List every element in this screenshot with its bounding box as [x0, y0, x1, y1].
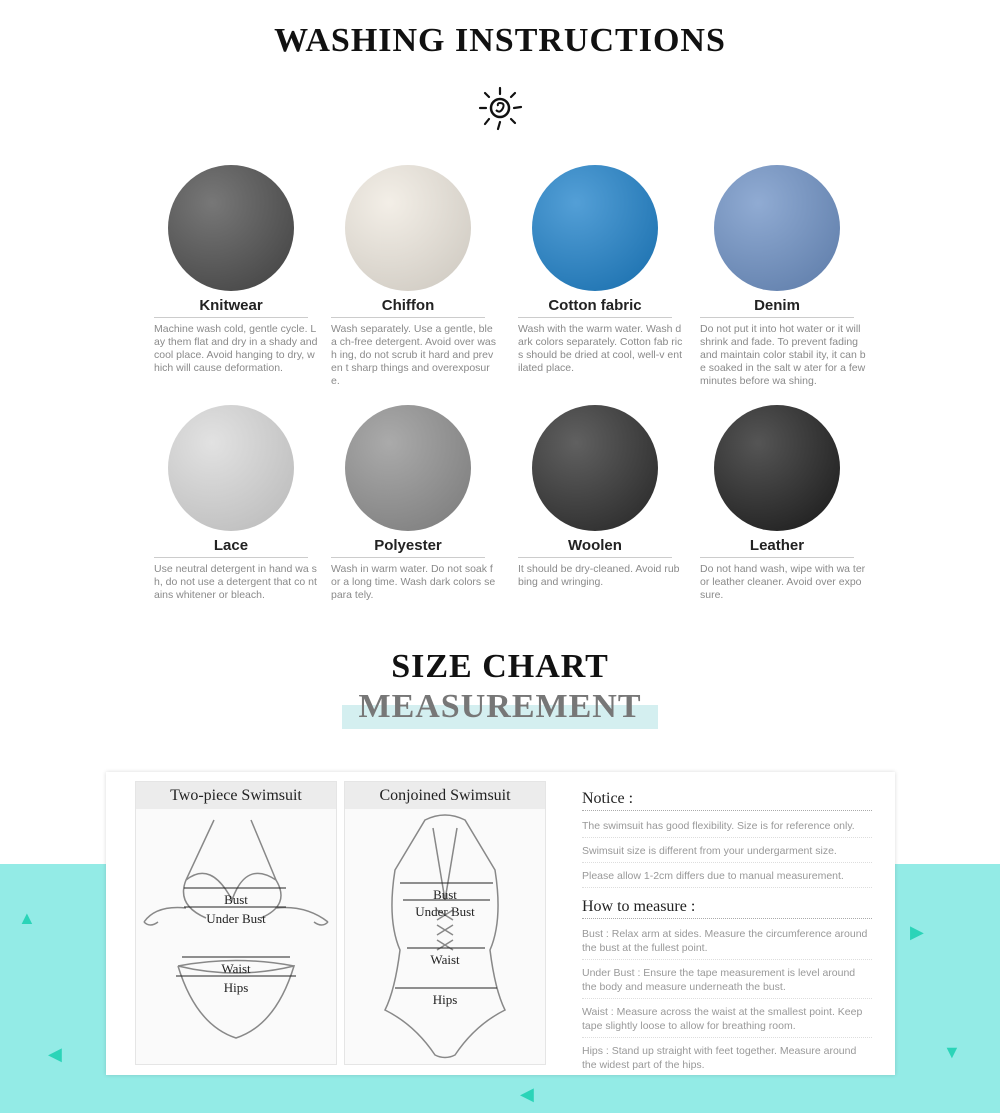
fabric-swatch-image: [345, 405, 471, 531]
arrow-right-icon: ▶: [910, 922, 924, 942]
notice-item: Swimsuit size is different from your undergarment size.: [582, 842, 872, 863]
fabric-description: Use neutral detergent in hand wa sh, do not use a detergent that co ntains whitener or bleach.: [154, 563, 317, 601]
fabric-name: Cotton fabric: [518, 297, 672, 318]
fabric-card-denim: [700, 165, 866, 388]
fabric-description: Machine wash cold, gentle cycle. Lay them flat and dry in a shady and cool place. Avoid hanging to dry, which will cause deformation.: [154, 323, 318, 374]
conjoined-diagram: [345, 810, 545, 1064]
fabric-card-chiffon: [331, 165, 497, 388]
notice-section: [582, 790, 872, 1080]
fabric-swatch-image: [168, 405, 294, 531]
fabric-swatch-image: [168, 165, 294, 291]
fabric-card-leather: [700, 405, 866, 602]
two-piece-diagram: [136, 810, 336, 1064]
arrow-up-icon: ▲: [18, 908, 36, 928]
fabric-swatch-image: [532, 165, 658, 291]
conjoined-under-bust-label: Under Bust: [415, 904, 475, 919]
conjoined-title: Conjoined Swimsuit: [345, 782, 545, 809]
conjoined-panel: [344, 781, 546, 1065]
fabric-name: Woolen: [518, 537, 672, 558]
fabric-name: Lace: [154, 537, 308, 558]
fabric-name: Knitwear: [154, 297, 308, 318]
notice-item: Please allow 1-2cm differs due to manual measurement.: [582, 867, 872, 888]
notice-item: The swimsuit has good flexibility. Size is for reference only.: [582, 817, 872, 838]
fabric-description: Do not hand wash, wipe with wa ter or leather cleaner. Avoid over exposure.: [700, 563, 866, 601]
fabric-card-cotton-fabric: [518, 165, 684, 375]
fabric-card-woolen: [518, 405, 684, 589]
fabric-description: Wash in warm water. Do not soak for a long time. Wash dark colors separa tely.: [331, 563, 496, 601]
measure-item: Waist : Measure across the waist at the smallest point. Keep tape slightly loose to allow for breathing room.: [582, 1003, 872, 1038]
measure-item: Hips : Stand up straight with feet together. Measure around the widest part of the hips.: [582, 1045, 857, 1071]
fabric-swatch-image: [345, 165, 471, 291]
fabric-card-polyester: [331, 405, 497, 602]
two-piece-bust-label: Bust: [224, 892, 248, 907]
arrow-down-icon: ▼: [943, 1042, 961, 1062]
fabric-description: Wash separately. Use a gentle, blea ch-free detergent. Avoid over wash ing, do not scrub it hard and preven t sharp things and overexposure.: [331, 323, 496, 387]
fabric-name: Chiffon: [331, 297, 485, 318]
two-piece-title: Two-piece Swimsuit: [136, 782, 336, 809]
fabric-name: Leather: [700, 537, 854, 558]
fabric-card-lace: [154, 405, 320, 602]
two-piece-hips-label: Hips: [223, 980, 249, 995]
conjoined-bust-label: Bust: [433, 887, 457, 902]
fabric-name: Polyester: [331, 537, 485, 558]
conjoined-waist-label: Waist: [430, 952, 460, 967]
two-piece-panel: [135, 781, 337, 1065]
size-chart-title: SIZE CHART: [391, 648, 609, 685]
measure-item: Under Bust : Ensure the tape measurement is level around the body and measure underneath the bust.: [582, 964, 872, 999]
fabric-card-knitwear: [154, 165, 320, 375]
arrow-left-icon: ◀: [48, 1044, 62, 1064]
washing-title: WASHING INSTRUCTIONS: [274, 22, 726, 59]
how-to-measure-title: How to measure :: [582, 898, 872, 919]
notice-title: Notice :: [582, 790, 872, 811]
measure-item: Bust : Relax arm at sides. Measure the circumference around the bust at the fullest point.: [582, 925, 872, 960]
fabric-swatch-image: [714, 405, 840, 531]
conjoined-hips-label: Hips: [432, 992, 458, 1007]
two-piece-under-bust-label: Under Bust: [206, 911, 266, 926]
fabric-description: Do not put it into hot water or it will shrink and fade. To prevent fading and maintain color stabil ity, it can be soaked in the salt w ater for a few minutes before wa shing.: [700, 323, 866, 387]
arrow-left-bottom-icon: ◀: [520, 1084, 534, 1104]
size-chart-card: [106, 772, 895, 1075]
fabric-swatch-image: [714, 165, 840, 291]
sun-icon: [476, 84, 524, 132]
fabric-name: Denim: [700, 297, 854, 318]
two-piece-waist-label: Waist: [221, 961, 251, 976]
measurement-subtitle: MEASUREMENT: [358, 688, 642, 725]
fabric-swatch-image: [532, 405, 658, 531]
fabric-description: It should be dry-cleaned. Avoid rub bing and wringing.: [518, 563, 680, 588]
fabric-description: Wash with the warm water. Wash dark colors separately. Cotton fab rics should be dried at cool, well-v entilated place.: [518, 323, 683, 374]
